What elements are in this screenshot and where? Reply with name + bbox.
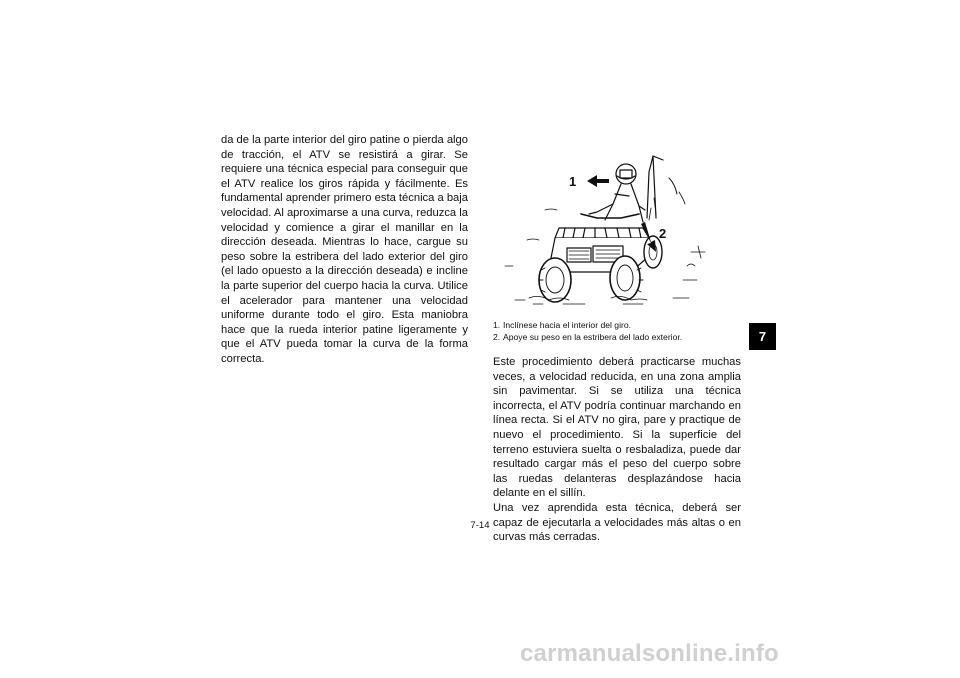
body-paragraph: Este procedimiento deberá practicarse muchas veces, a velocidad reducida, en una zona amplia sin pavimentar. Si se utiliza una técnica incorrecta, el ATV podría continuar marchando en línea recta. Si el ATV no gira, pare y practique de nuevo el procedimiento. Si la superficie del terreno estuviera suelta o resbaladiza, puede dar resultado cargar más el peso del cuerpo sobre las ruedas delanteras desplazándose hacia delante en el sillín. bbox=[493, 356, 741, 500]
figure-captions bbox=[493, 320, 743, 343]
watermark: carmanualsonline.info bbox=[520, 640, 779, 667]
body-paragraph: da de la parte interior del giro patine o pierda algo de tracción, el ATV se resistirá a girar. Se requiere una técnica especial para conseguir que el ATV realice los giros rápida y fácilmente. Es fundamental aprender primero esta técnica a baja velocidad. Al aproximarse a una curva, reduzca la velocidad y comience a girar el manillar en la dirección deseada. Mientras lo hace, cargue su peso sobre la estribera del lado exterior del giro (el lado opuesto a la dirección deseada) e incline la parte superior del cuerpo hacia la curva. Utilice el acelerador para mantener una velocidad uniforme durante todo el giro. Esta maniobra hace que la rueda interior patine ligeramente y que el ATV pueda tomar la curva de la forma correcta. bbox=[221, 134, 468, 365]
right-text-column bbox=[493, 355, 741, 545]
atv-drawing bbox=[493, 148, 743, 320]
caption-item bbox=[493, 332, 743, 344]
caption-text: Inclínese hacia el interior del giro. bbox=[503, 320, 632, 330]
caption-number: 1. bbox=[493, 320, 501, 330]
left-text-column bbox=[221, 133, 468, 367]
body-paragraph: Una vez aprendida esta técnica, deberá ser capaz de ejecutarla a velocidades más altas o en curvas más cerradas. bbox=[493, 501, 741, 544]
caption-item bbox=[493, 320, 743, 332]
callout-2-label: 2 bbox=[659, 226, 667, 241]
caption-number: 2. bbox=[493, 331, 501, 342]
callout-1-label: 1 bbox=[569, 174, 577, 189]
chapter-tab: 7 bbox=[749, 323, 776, 350]
caption-text: Apoye su peso en la estribera del lado exterior. bbox=[503, 331, 683, 342]
lean-arrow-icon bbox=[587, 175, 609, 187]
page-number: 7-14 bbox=[470, 520, 490, 531]
atv-turning-illustration bbox=[493, 148, 743, 320]
